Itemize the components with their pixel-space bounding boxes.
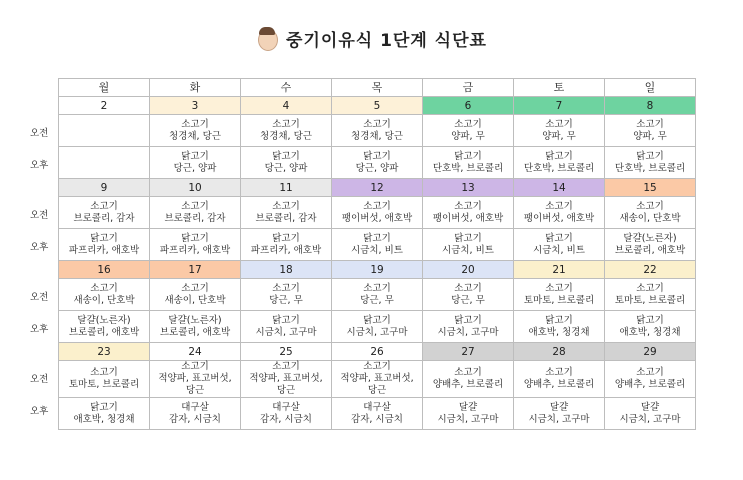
meal-line: 적양파, 표고버섯,	[249, 373, 323, 384]
date-row	[59, 261, 696, 279]
am-meal-cell	[59, 361, 150, 398]
meal-line: 당근	[276, 385, 296, 396]
am-meal-cell	[150, 115, 241, 147]
pm-meal-cell	[514, 311, 605, 343]
meal-line: 닭고기	[363, 232, 391, 244]
meal-line: 브로콜리, 애호박	[614, 244, 686, 256]
pm-meal-cell	[423, 147, 514, 179]
pm-meal-row	[59, 229, 696, 261]
meal-line: 애호박, 청경채	[528, 326, 590, 338]
meal-line: 소고기	[636, 200, 664, 212]
meal-line: 닭고기	[90, 232, 118, 244]
meal-line: 소고기	[272, 282, 300, 294]
meal-line: 닭고기	[454, 232, 482, 244]
date-cell: 16	[59, 261, 150, 279]
meal-line: 달걀(노른자)	[623, 232, 677, 244]
date-cell: 15	[605, 179, 696, 197]
date-cell: 29	[605, 343, 696, 361]
meal-line: 소고기	[636, 282, 664, 294]
meal-line: 닭고기	[636, 314, 664, 326]
meal-line: 달걀	[549, 401, 569, 413]
date-cell: 18	[241, 261, 332, 279]
date-row	[59, 179, 696, 197]
meal-line: 소고기	[181, 118, 209, 130]
meal-line: 소고기	[363, 282, 391, 294]
meal-line: 소고기	[90, 282, 118, 294]
meal-line: 닭고기	[545, 232, 573, 244]
am-meal-cell	[605, 361, 696, 398]
pm-meal-row	[59, 398, 696, 430]
meal-line: 당근, 양파	[264, 162, 308, 174]
date-cell: 17	[150, 261, 241, 279]
date-cell: 4	[241, 97, 332, 115]
date-row	[59, 97, 696, 115]
pm-meal-cell	[423, 311, 514, 343]
meal-line: 소고기	[90, 200, 118, 212]
am-meal-cell	[241, 361, 332, 398]
meal-line: 달걀	[458, 401, 478, 413]
date-cell: 20	[423, 261, 514, 279]
pm-label: 오후	[30, 405, 49, 417]
meal-line: 대구살	[272, 401, 300, 413]
meal-line: 청경채, 당근	[169, 130, 221, 142]
meal-line: 팽이버섯, 애호박	[341, 212, 413, 224]
am-meal-cell	[605, 197, 696, 229]
meal-line: 달걀(노른자)	[77, 314, 131, 326]
pm-meal-cell	[150, 311, 241, 343]
pm-meal-cell	[241, 398, 332, 430]
am-label: 오전	[30, 127, 49, 139]
meal-line: 브로콜리, 감자	[255, 212, 317, 224]
meal-line: 토마토, 브로콜리	[68, 379, 140, 390]
weekday-header: 일	[605, 79, 696, 97]
meal-line: 닭고기	[272, 232, 300, 244]
meal-line: 닭고기	[181, 232, 209, 244]
meal-line: 시금치, 고구마	[528, 413, 590, 425]
meal-line: 새송이, 단호박	[619, 212, 681, 224]
meal-line: 양파, 무	[542, 130, 576, 142]
meal-line: 시금치, 비트	[442, 244, 494, 256]
meal-line: 소고기	[545, 200, 573, 212]
date-cell: 2	[59, 97, 150, 115]
meal-line: 소고기	[363, 118, 391, 130]
meal-line: 당근, 양파	[173, 162, 217, 174]
meal-line: 시금치, 고구마	[255, 326, 317, 338]
meal-line: 시금치, 고구마	[437, 413, 499, 425]
am-meal-row	[59, 279, 696, 311]
meal-line: 양배추, 브로콜리	[523, 379, 595, 390]
meal-line: 소고기	[363, 361, 391, 372]
pm-meal-cell	[605, 229, 696, 261]
meal-line: 시금치, 비트	[351, 244, 403, 256]
am-meal-row	[59, 361, 696, 398]
am-meal-cell	[59, 279, 150, 311]
meal-line: 소고기	[454, 118, 482, 130]
weekday-header: 금	[423, 79, 514, 97]
meal-line: 소고기	[545, 282, 573, 294]
am-meal-cell	[423, 115, 514, 147]
pm-meal-cell	[59, 311, 150, 343]
am-meal-cell	[59, 115, 150, 147]
meal-line: 당근	[367, 385, 387, 396]
am-meal-cell	[514, 115, 605, 147]
weekday-header: 화	[150, 79, 241, 97]
meal-line: 양배추, 브로콜리	[432, 379, 504, 390]
am-meal-cell	[241, 115, 332, 147]
baby-face-icon	[256, 26, 278, 50]
meal-line: 달걀(노른자)	[168, 314, 222, 326]
meal-line: 당근, 무	[451, 294, 485, 306]
meal-line: 소고기	[636, 118, 664, 130]
date-cell: 7	[514, 97, 605, 115]
meal-plan-table	[58, 78, 696, 430]
meal-line: 애호박, 청경채	[619, 326, 681, 338]
pm-meal-cell	[514, 147, 605, 179]
meal-line: 닭고기	[545, 150, 573, 162]
meal-line: 감자, 시금치	[169, 413, 221, 425]
pm-meal-cell	[332, 311, 423, 343]
pm-meal-cell	[605, 147, 696, 179]
meal-line: 소고기	[181, 200, 209, 212]
am-meal-cell	[241, 197, 332, 229]
am-meal-cell	[514, 361, 605, 398]
meal-line: 단호박, 브로콜리	[614, 162, 686, 174]
pm-meal-cell	[241, 311, 332, 343]
weekday-header: 토	[514, 79, 605, 97]
pm-meal-cell	[241, 229, 332, 261]
meal-line: 닭고기	[363, 150, 391, 162]
am-meal-row	[59, 197, 696, 229]
meal-line: 대구살	[363, 401, 391, 413]
meal-line: 적양파, 표고버섯,	[158, 373, 232, 384]
meal-line: 소고기	[454, 367, 482, 378]
meal-line: 소고기	[454, 282, 482, 294]
date-cell: 13	[423, 179, 514, 197]
meal-line: 팽이버섯, 애호박	[432, 212, 504, 224]
am-meal-cell	[332, 361, 423, 398]
meal-line: 달걀	[640, 401, 660, 413]
meal-line: 청경채, 당근	[260, 130, 312, 142]
date-cell: 9	[59, 179, 150, 197]
pm-meal-cell	[150, 147, 241, 179]
meal-line: 브로콜리, 애호박	[159, 326, 231, 338]
pm-meal-cell	[514, 398, 605, 430]
meal-line: 당근, 무	[360, 294, 394, 306]
meal-line: 소고기	[272, 361, 300, 372]
meal-line: 닭고기	[181, 150, 209, 162]
meal-line: 소고기	[272, 118, 300, 130]
page-title: 중기이유식 1단계 식단표	[286, 30, 487, 51]
date-cell: 10	[150, 179, 241, 197]
meal-line: 양배추, 브로콜리	[614, 379, 686, 390]
meal-line: 브로콜리, 감자	[73, 212, 135, 224]
am-meal-cell	[59, 197, 150, 229]
meal-line: 닭고기	[636, 150, 664, 162]
meal-line: 청경채, 당근	[351, 130, 403, 142]
meal-line: 양파, 무	[633, 130, 667, 142]
meal-line: 애호박, 청경채	[73, 413, 135, 425]
meal-line: 당근	[185, 385, 205, 396]
am-meal-cell	[150, 279, 241, 311]
date-cell: 19	[332, 261, 423, 279]
meal-line: 적양파, 표고버섯,	[340, 373, 414, 384]
meal-line: 새송이, 단호박	[164, 294, 226, 306]
am-label: 오전	[30, 209, 49, 221]
meal-line: 감자, 시금치	[351, 413, 403, 425]
meal-line: 소고기	[181, 282, 209, 294]
meal-line: 소고기	[181, 361, 209, 372]
meal-line: 소고기	[545, 118, 573, 130]
meal-line: 시금치, 고구마	[619, 413, 681, 425]
meal-line: 토마토, 브로콜리	[523, 294, 595, 306]
meal-line: 소고기	[272, 200, 300, 212]
am-meal-cell	[332, 197, 423, 229]
am-meal-row	[59, 115, 696, 147]
meal-line: 닭고기	[363, 314, 391, 326]
meal-line: 감자, 시금치	[260, 413, 312, 425]
weekday-header: 목	[332, 79, 423, 97]
am-meal-cell	[332, 279, 423, 311]
date-cell: 27	[423, 343, 514, 361]
title-bar	[0, 20, 743, 56]
date-row	[59, 343, 696, 361]
meal-line: 시금치, 고구마	[346, 326, 408, 338]
date-cell: 5	[332, 97, 423, 115]
date-cell: 24	[150, 343, 241, 361]
date-cell: 6	[423, 97, 514, 115]
meal-line: 대구살	[181, 401, 209, 413]
pm-meal-cell	[605, 398, 696, 430]
meal-line: 닭고기	[454, 150, 482, 162]
meal-line: 소고기	[90, 367, 118, 378]
meal-line: 파프리카, 애호박	[250, 244, 322, 256]
pm-label: 오후	[30, 159, 49, 171]
am-meal-cell	[423, 361, 514, 398]
meal-line: 당근, 무	[269, 294, 303, 306]
meal-line: 양파, 무	[451, 130, 485, 142]
date-cell: 26	[332, 343, 423, 361]
pm-meal-cell	[241, 147, 332, 179]
meal-line: 팽이버섯, 애호박	[523, 212, 595, 224]
meal-line: 소고기	[545, 367, 573, 378]
pm-meal-cell	[59, 147, 150, 179]
pm-label: 오후	[30, 323, 49, 335]
meal-line: 새송이, 단호박	[73, 294, 135, 306]
am-meal-cell	[241, 279, 332, 311]
meal-line: 파프리카, 애호박	[159, 244, 231, 256]
meal-line: 닭고기	[90, 401, 118, 413]
date-cell: 14	[514, 179, 605, 197]
date-cell: 22	[605, 261, 696, 279]
meal-line: 소고기	[636, 367, 664, 378]
pm-meal-cell	[332, 398, 423, 430]
date-cell: 3	[150, 97, 241, 115]
meal-line: 소고기	[363, 200, 391, 212]
date-cell: 23	[59, 343, 150, 361]
date-cell: 28	[514, 343, 605, 361]
am-meal-cell	[514, 279, 605, 311]
meal-line: 브로콜리, 애호박	[68, 326, 140, 338]
pm-meal-cell	[59, 398, 150, 430]
meal-line: 브로콜리, 감자	[164, 212, 226, 224]
meal-line: 당근, 양파	[355, 162, 399, 174]
am-label: 오전	[30, 373, 49, 385]
meal-line: 닭고기	[272, 150, 300, 162]
pm-meal-cell	[423, 398, 514, 430]
am-meal-cell	[150, 361, 241, 398]
date-cell: 25	[241, 343, 332, 361]
date-cell: 8	[605, 97, 696, 115]
pm-meal-cell	[605, 311, 696, 343]
meal-line: 단호박, 브로콜리	[523, 162, 595, 174]
am-meal-cell	[605, 115, 696, 147]
am-meal-cell	[514, 197, 605, 229]
weekday-header: 월	[59, 79, 150, 97]
meal-line: 토마토, 브로콜리	[614, 294, 686, 306]
weekday-header: 수	[241, 79, 332, 97]
meal-line: 닭고기	[272, 314, 300, 326]
am-label: 오전	[30, 291, 49, 303]
am-meal-cell	[150, 197, 241, 229]
pm-meal-row	[59, 147, 696, 179]
meal-line: 닭고기	[454, 314, 482, 326]
am-meal-cell	[423, 279, 514, 311]
pm-label: 오후	[30, 241, 49, 253]
pm-meal-cell	[332, 229, 423, 261]
pm-meal-row	[59, 311, 696, 343]
am-meal-cell	[332, 115, 423, 147]
pm-meal-cell	[150, 229, 241, 261]
meal-line: 닭고기	[545, 314, 573, 326]
pm-meal-cell	[332, 147, 423, 179]
meal-line: 소고기	[454, 200, 482, 212]
am-meal-cell	[605, 279, 696, 311]
meal-line: 단호박, 브로콜리	[432, 162, 504, 174]
meal-line: 시금치, 고구마	[437, 326, 499, 338]
pm-meal-cell	[423, 229, 514, 261]
meal-line: 시금치, 비트	[533, 244, 585, 256]
pm-meal-cell	[59, 229, 150, 261]
pm-meal-cell	[150, 398, 241, 430]
date-cell: 21	[514, 261, 605, 279]
am-meal-cell	[423, 197, 514, 229]
meal-line: 파프리카, 애호박	[68, 244, 140, 256]
date-cell: 12	[332, 179, 423, 197]
date-cell: 11	[241, 179, 332, 197]
pm-meal-cell	[514, 229, 605, 261]
